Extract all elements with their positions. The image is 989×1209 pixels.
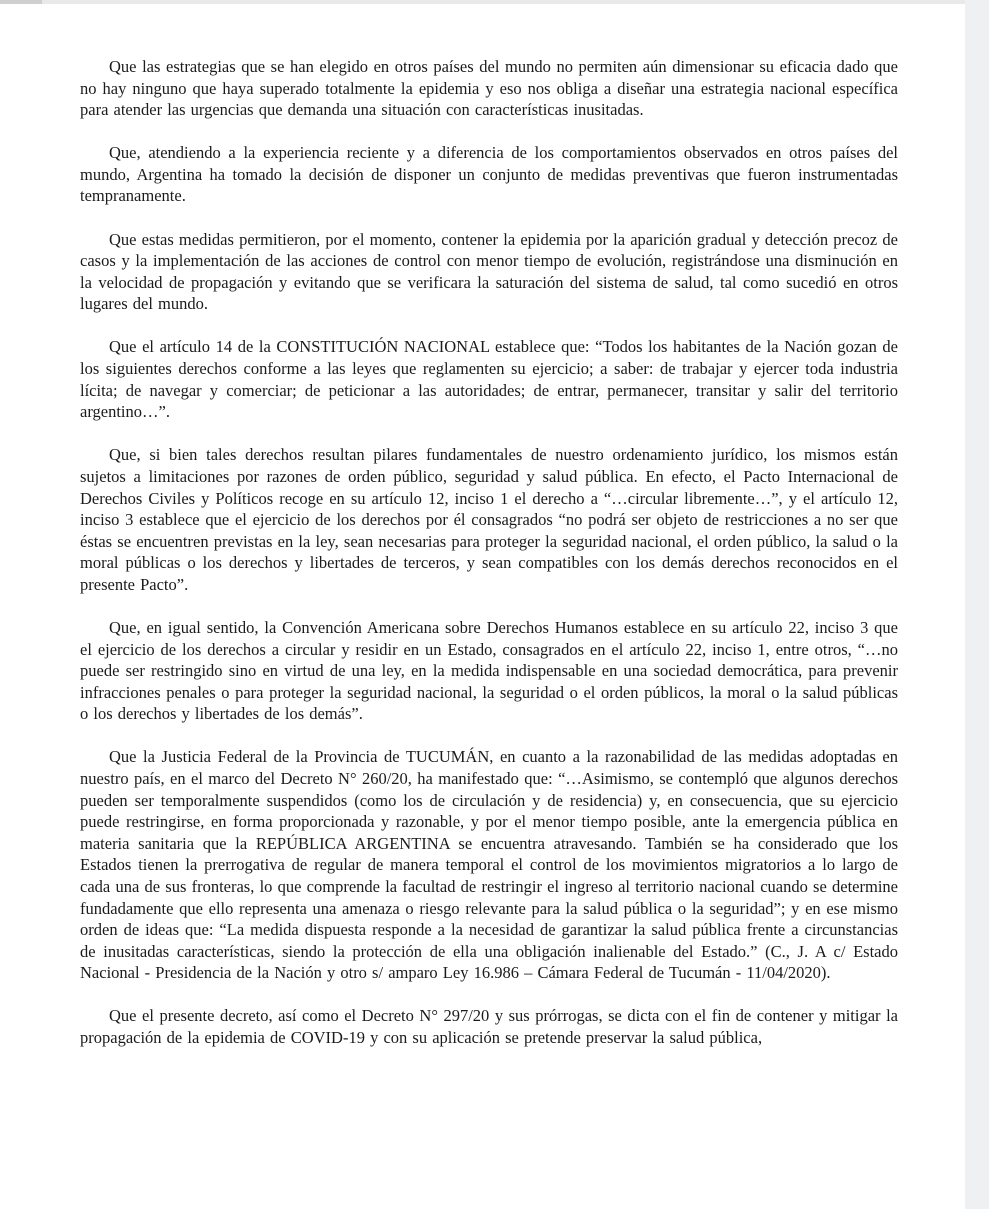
document-text-block [80, 56, 898, 1070]
document-paragraph: Que, atendiendo a la experiencia reciente y a diferencia de los comportamientos observados en otros países del mundo, Argentina ha tomado la decisión de disponer un conjunto de medidas preventivas que fueron instrumentadas tempranamente. [80, 143, 898, 206]
document-paragraph: Que, en igual sentido, la Convención Americana sobre Derechos Humanos establece en su artículo 22, inciso 3 que el ejercicio de los derechos a circular y residir en un Estado, consagrados en el artículo 22, inciso 1, entre otros, “…no puede ser restringido sino en virtud de una ley, en la medida indispensable en una sociedad democrática, para prevenir infracciones penales o para proteger la seguridad nacional, la seguridad o el orden públicos, la moral o la salud públicas o los derechos y libertades de los demás”. [80, 617, 898, 724]
document-paragraph: Que, si bien tales derechos resultan pilares fundamentales de nuestro ordenamiento jurídico, los mismos están sujetos a limitaciones por razones de orden público, seguridad y salud pública. En efecto, el Pacto Internacional de Derechos Civiles y Políticos recoge en su artículo 12, inciso 1 el derecho a “…circular libremente…”, y el artículo 12, inciso 3 establece que el ejercicio de los derechos por él consagrados “no podrá ser objeto de restricciones a no ser que éstas se encuentren previstas en la ley, sean necesarias para proteger la seguridad nacional, el orden público, la salud o la moral públicas o los derechos y libertades de terceros, y sean compatibles con los demás derechos reconocidos en el presente Pacto”. [80, 445, 898, 594]
page-top-border [0, 0, 989, 4]
page-right-gutter [965, 0, 989, 1209]
document-paragraph: Que estas medidas permitieron, por el momento, contener la epidemia por la aparición gradual y detección precoz de casos y la implementación de las acciones de control con menor tiempo de evolución, registrándose una disminución en la velocidad de propagación y evitando que se verificara la saturación del sistema de salud, tal como sucedió en otros lugares del mundo. [80, 229, 898, 314]
page-top-border-dash [0, 0, 42, 4]
document-paragraph: Que la Justicia Federal de la Provincia de TUCUMÁN, en cuanto a la razonabilidad de las medidas adoptadas en nuestro país, en el marco del Decreto N° 260/20, ha manifestado que: “…Asimismo, se contempló que algunos derechos pueden ser temporalmente suspendidos (como los de circulación y de residencia) y, en consecuencia, que su ejercicio puede restringirse, en forma proporcionada y razonable, y por el menor tiempo posible, ante la emergencia pública en materia sanitaria que la REPÚBLICA ARGENTINA se encuentra atravesando. También se ha considerado que los Estados tienen la prerrogativa de regular de manera temporal el control de los movimientos migratorios a lo largo de cada una de sus fronteras, lo que comprende la facultad de restringir el ingreso al territorio nacional cuando se determine fundadamente que ello representa una amenaza o riesgo relevante para la salud pública o la seguridad”; y en ese mismo orden de ideas que: “La medida dispuesta responde a la necesidad de garantizar la salud pública frente a circunstancias de inusitadas características, siendo la protección de ella una obligación inalienable del Estado.” (C., J. A c/ Estado Nacional - Presidencia de la Nación y otro s/ amparo Ley 16.986 – Cámara Federal de Tucumán - 11/04/2020). [80, 747, 898, 983]
document-paragraph: Que el artículo 14 de la CONSTITUCIÓN NACIONAL establece que: “Todos los habitantes de la Nación gozan de los siguientes derechos conforme a las leyes que reglamenten su ejercicio; a saber: de trabajar y ejercer toda industria lícita; de navegar y comerciar; de peticionar a las autoridades; de entrar, permanecer, transitar y salir del territorio argentino…”. [80, 337, 898, 422]
document-paragraph: Que las estrategias que se han elegido en otros países del mundo no permiten aún dimensionar su eficacia dado que no hay ninguno que haya superado totalmente la epidemia y eso nos obliga a diseñar una estrategia nacional específica para atender las urgencias que demanda una situación con características inusitadas. [80, 57, 898, 120]
document-paragraph: Que el presente decreto, así como el Decreto N° 297/20 y sus prórrogas, se dicta con el fin de contener y mitigar la propagación de la epidemia de COVID-19 y con su aplicación se pretende preservar la salud pública, [80, 1006, 898, 1048]
